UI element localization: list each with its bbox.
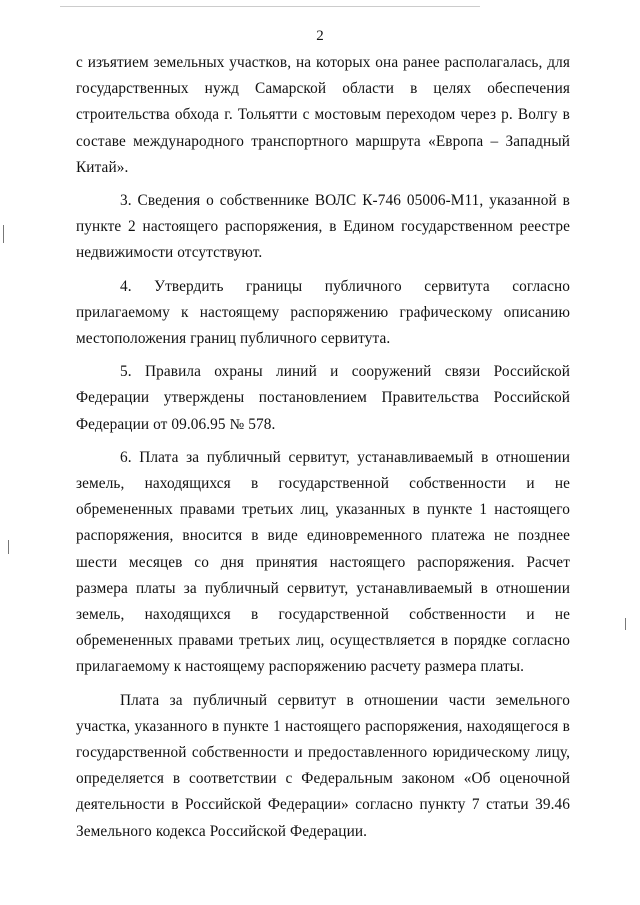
- scan-artifact-left: [3, 225, 4, 243]
- paragraph-item-3: 3. Сведения о собственнике ВОЛС К-746 05006-М11, указанной в пункте 2 настоящего распоряжения, в Едином государственном реестре недвижимости отсутствуют.: [76, 192, 570, 262]
- paragraph-item-6: 6. Плата за публичный сервитут, устанавливаемый в отношении земель, находящихся в государственной собственности и не обремененных правами третьих лиц, указанных в пункте 1 настоящего распоряжения, вносится в виде единовременного платежа не позднее шести месяцев со дня принятия настоящего распоряжения. Расчет размера платы за публичный сервитут, устанавливаемый в отношении земель, находящихся в государственной собственности и не обремененных правами третьих лиц, осуществляется в порядке согласно прилагаемому к настоящему распоряжению расчету размера платы.: [76, 448, 570, 676]
- paragraph-item-5: 5. Правила охраны линий и сооружений связи Российской Федерации утверждены постановлением Правительства Российской Федерации от 09.06.95 № 578.: [76, 363, 570, 433]
- page-number: 2: [316, 28, 324, 44]
- document-body: [76, 50, 570, 845]
- scan-artifact-left-lower: [8, 540, 9, 554]
- paragraph-payment: Плата за публичный сервитут в отношении части земельного участка, указанного в пункте 1 настоящего распоряжения, находящегося в государственной собственности и предоставленного юридическому лицу, определяется в соответствии с Федеральным законом «Об оценочной деятельности в Российской Федерации» согласно пункту 7 статьи 39.46 Земельного кодекса Российской Федерации.: [76, 691, 570, 840]
- scan-artifact-right: [625, 618, 626, 630]
- scan-artifact-top: [60, 6, 480, 7]
- paragraph-item-4: 4. Утвердить границы публичного сервитута согласно прилагаемому к настоящему распоряжению графическому описанию местоположения границ публичного сервитута.: [76, 277, 570, 348]
- paragraph-continuation: с изъятием земельных участков, на которых она ранее располагалась, для государственных нужд Самарской области в целях обеспечения строительства обхода г. Тольятти с мостовым переходом через р. Волгу в составе международного транспортного маршрута «Европа – Западный Китай».: [76, 54, 570, 176]
